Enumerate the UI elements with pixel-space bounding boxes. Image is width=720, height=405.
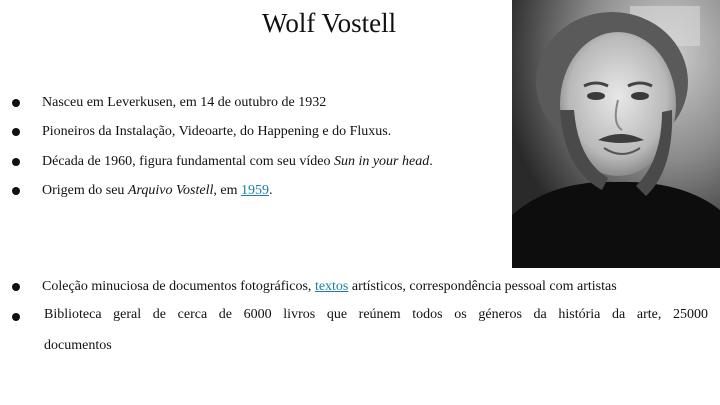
archive-name: Arquivo Vostell [127,183,214,198]
slide-title: Wolf Vostell [262,8,397,38]
bullet-text: Pioneiros da Instalação, Videoarte, do Happening e do Fluxus. [42,124,392,139]
bullet-item-6-line-2: documentos [44,338,112,353]
bullet-item-4 [12,183,272,199]
bullet-text: Nasceu em Leverkusen, em 14 de outubro de 1932 [42,95,327,110]
portrait-photo [512,0,720,268]
bullet-item-6-line-1: Biblioteca geral de cerca de 6000 livros que reúnem todos os géneros da história da arte, 25000 [44,307,708,322]
bullet-dot [12,128,20,136]
bullet-text: Coleção minuciosa de documentos fotográficos, textos artísticos, correspondência pessoal com artistas [42,279,617,294]
bullet-dot [12,158,20,166]
bullet-item-1 [12,95,326,111]
textos-link[interactable]: textos [314,279,349,294]
bullet-text: Origem do seu Arquivo Vostell, em 1959. [42,183,273,198]
bullet-item-3 [12,154,433,170]
video-title: Sun in your head [333,154,430,169]
bullet-item-2 [12,124,391,140]
bullet-item-5 [12,279,617,295]
bullet-dot [12,313,20,321]
bullet-dot [12,99,20,107]
bullet-text: Década de 1960, figura fundamental com seu vídeo Sun in your head. [42,154,433,169]
bullet-dot [12,283,20,291]
bullet-dot [12,187,20,195]
year-link[interactable]: 1959 [240,183,269,198]
